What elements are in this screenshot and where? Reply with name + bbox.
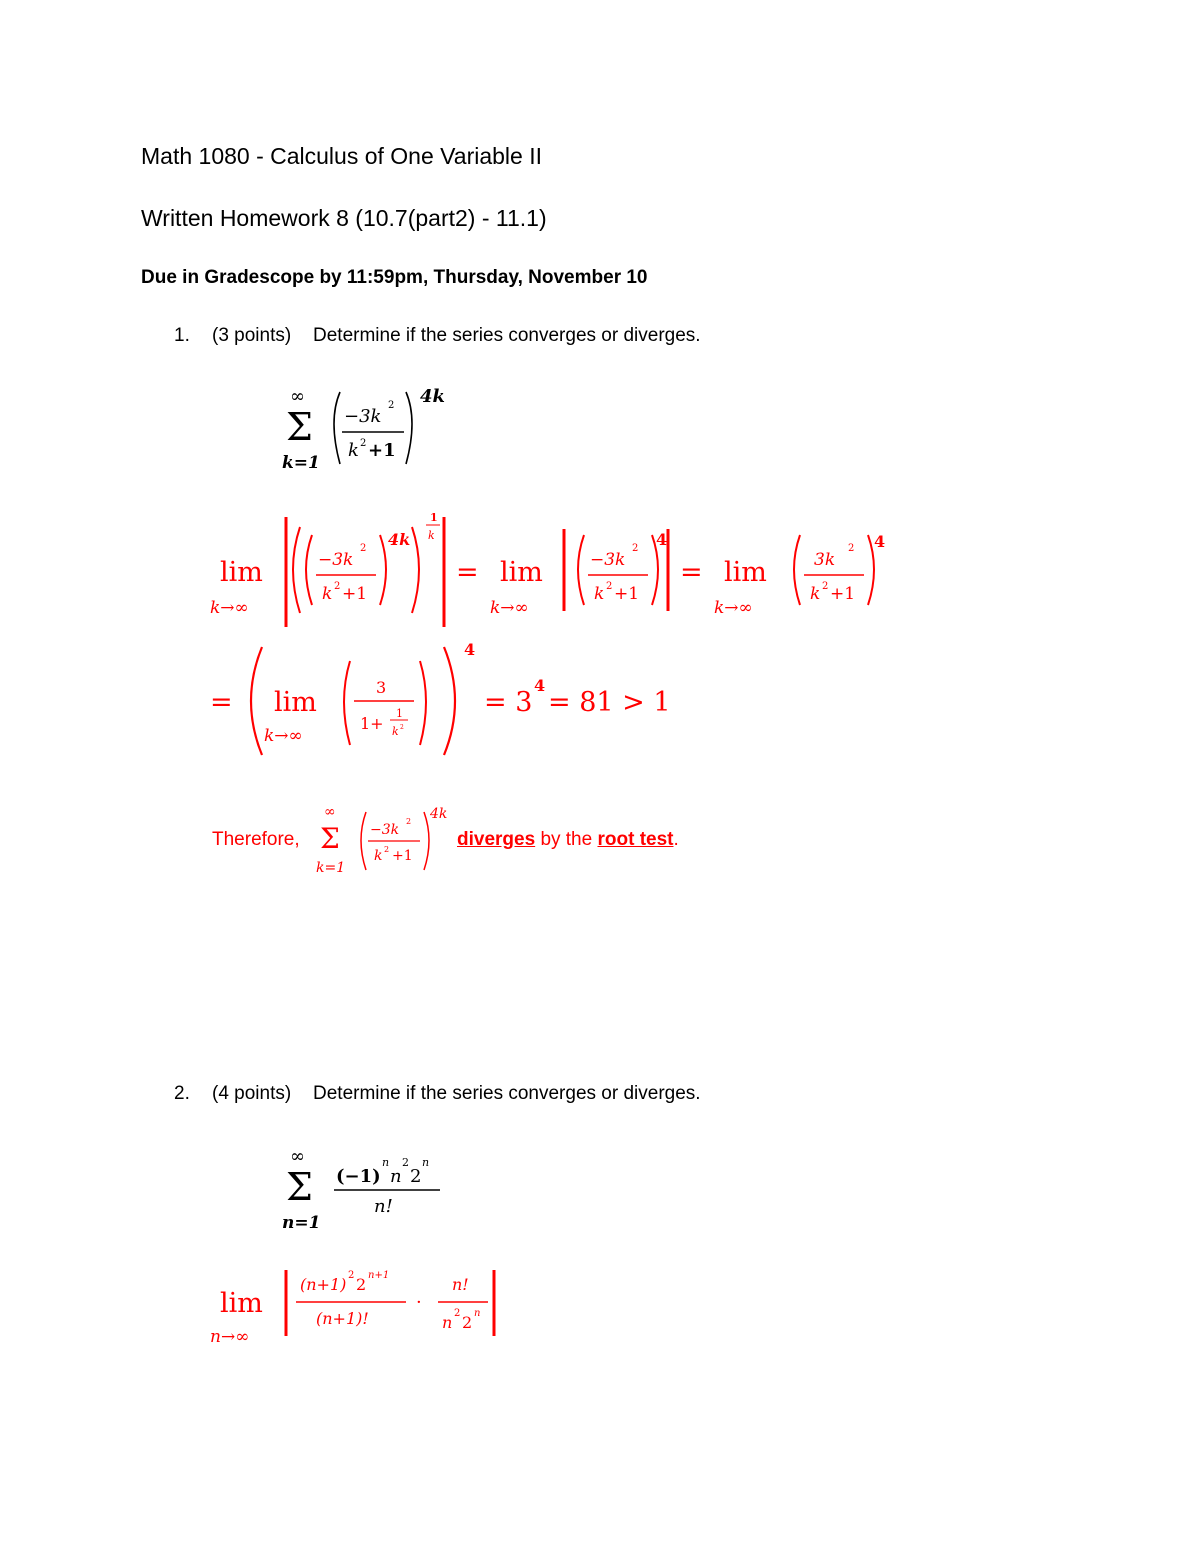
problem-2-series <box>280 1140 480 1240</box>
denominator-tail: +1 <box>392 848 413 864</box>
power-two: 2 <box>402 1156 409 1169</box>
conclusion-middle: by the <box>540 829 593 850</box>
sum-lower: k=1 <box>282 453 320 473</box>
lim-4: lim <box>274 687 317 718</box>
power-n-plus-one: n+1 <box>368 1270 390 1281</box>
square-exponent: 2 <box>406 817 412 826</box>
numerator-n: n <box>390 1166 402 1187</box>
denominator-tail: +1 <box>368 440 396 461</box>
denominator-factorial: n! <box>374 1196 393 1217</box>
ratio-two: 2 <box>356 1275 367 1294</box>
conclusion-end: . <box>673 829 679 850</box>
small-frac-num: 1 <box>396 707 403 720</box>
right-paren <box>424 812 429 870</box>
denominator-base: k <box>322 584 333 604</box>
root-exponent-num: 1 <box>430 511 438 524</box>
denominator-base: k <box>810 584 821 604</box>
problem-1-number: 1. <box>174 325 190 346</box>
power-n: n <box>382 1156 390 1169</box>
right-paren <box>406 392 412 464</box>
equals-sign: = <box>210 687 233 718</box>
paren-right <box>420 661 426 745</box>
result-value: = 81 > 1 <box>548 687 671 718</box>
square-exponent: 2 <box>360 543 367 554</box>
numerator: −3k <box>370 822 400 838</box>
sum-upper: ∞ <box>324 804 336 820</box>
lim-3: lim <box>724 557 767 588</box>
numerator: −3k <box>318 550 354 570</box>
outer-exponent: 4k <box>420 386 445 407</box>
lim: lim <box>220 1288 263 1319</box>
due-date: Due in Gradescope by 11:59pm, Thursday, November 10 <box>141 267 648 288</box>
problem-2-points: (4 points) <box>212 1083 292 1104</box>
numerator: 3k <box>814 550 836 570</box>
course-title: Math 1080 - Calculus of One Variable II <box>141 143 543 169</box>
outer-exponent: 4k <box>430 806 448 822</box>
lim-sub: n→∞ <box>210 1327 250 1347</box>
problem-1-prompt: Determine if the series converges or diverges. <box>313 325 701 346</box>
power-four: 4 <box>656 530 668 549</box>
numerator-three: 3 <box>376 678 387 697</box>
inner-paren-left <box>306 535 312 605</box>
root-test-word: root test <box>597 829 674 850</box>
denominator-tail: +1 <box>614 584 640 604</box>
paren-left <box>794 535 800 605</box>
square-exponent: 2 <box>606 581 613 592</box>
problem-1-series <box>280 380 480 480</box>
equals-sign: = <box>456 557 479 588</box>
left-paren <box>334 392 340 464</box>
sigma-symbol: Σ <box>320 822 340 855</box>
denominator-base: k <box>348 440 359 461</box>
square-exponent: 2 <box>360 438 367 449</box>
lim-3-sub: k→∞ <box>714 598 753 618</box>
power-four: 4 <box>874 532 886 551</box>
second-denominator-two: 2 <box>462 1313 473 1332</box>
result-base: = 3 <box>484 687 533 718</box>
problem-1-work-line-1 <box>200 505 900 635</box>
problem-1-points: (3 points) <box>212 325 292 346</box>
paren-left <box>578 535 584 605</box>
problem-1-work-line-2 <box>200 635 720 765</box>
square-exponent: 2 <box>822 581 829 592</box>
lim-2-sub: k→∞ <box>490 598 529 618</box>
small-frac-den: k <box>392 725 399 738</box>
problem-2-number: 2. <box>174 1083 190 1104</box>
multiply-dot: · <box>416 1292 422 1313</box>
big-paren-right <box>444 647 455 755</box>
outer-paren-left <box>293 527 300 613</box>
sigma-symbol: Σ <box>286 405 313 449</box>
power-two: 2 <box>454 1308 461 1319</box>
denominator-tail: +1 <box>830 584 856 604</box>
square-exponent: 2 <box>388 400 395 411</box>
power-two: 2 <box>348 1270 355 1281</box>
square-exponent: 2 <box>400 724 404 731</box>
sigma-symbol: Σ <box>286 1165 313 1209</box>
conclusion-series <box>310 800 460 880</box>
outer-power-four: 4 <box>464 640 476 659</box>
second-numerator: n! <box>452 1275 469 1294</box>
ratio-numerator: (n+1) <box>300 1275 347 1294</box>
sum-upper: ∞ <box>290 1146 305 1167</box>
inner-exponent: 4k <box>388 530 411 549</box>
power-n: n <box>474 1308 481 1319</box>
equals-sign: = <box>680 557 703 588</box>
big-paren-left <box>251 647 262 755</box>
result-power: 4 <box>534 676 546 695</box>
lim-2: lim <box>500 557 543 588</box>
denominator-tail: +1 <box>342 584 368 604</box>
square-exponent: 2 <box>848 543 855 554</box>
numerator: −3k <box>344 406 382 427</box>
numerator: −3k <box>590 550 626 570</box>
second-denominator-n: n <box>442 1313 453 1332</box>
square-exponent: 2 <box>384 845 390 854</box>
problem-2-prompt: Determine if the series converges or diverges. <box>313 1083 701 1104</box>
conclusion-prefix: Therefore, <box>212 829 300 850</box>
lim-1-sub: k→∞ <box>210 598 249 618</box>
lim-1: lim <box>220 557 263 588</box>
denominator-base: k <box>374 848 383 864</box>
paren-left <box>344 661 350 745</box>
problem-2-work <box>200 1260 520 1350</box>
ratio-denominator: (n+1)! <box>316 1309 369 1328</box>
square-exponent: 2 <box>334 581 341 592</box>
sum-lower: n=1 <box>282 1213 321 1233</box>
left-paren <box>361 812 366 870</box>
square-exponent: 2 <box>632 543 639 554</box>
inner-paren-right <box>380 535 386 605</box>
sum-lower: k=1 <box>316 860 346 876</box>
numerator-two: 2 <box>410 1166 422 1187</box>
assignment-title: Written Homework 8 (10.7(part2) - 11.1) <box>141 205 547 231</box>
conclusion-text <box>457 829 679 851</box>
denominator-one-plus: 1+ <box>360 714 384 733</box>
denominator-base: k <box>594 584 605 604</box>
numerator-neg-one: (−1) <box>336 1166 381 1187</box>
root-exponent-den: k <box>428 529 435 542</box>
sum-upper: ∞ <box>290 386 305 407</box>
power-n: n <box>422 1156 430 1169</box>
outer-paren-right <box>412 527 419 613</box>
lim-4-sub: k→∞ <box>264 726 303 746</box>
diverges-word: diverges <box>457 829 536 850</box>
